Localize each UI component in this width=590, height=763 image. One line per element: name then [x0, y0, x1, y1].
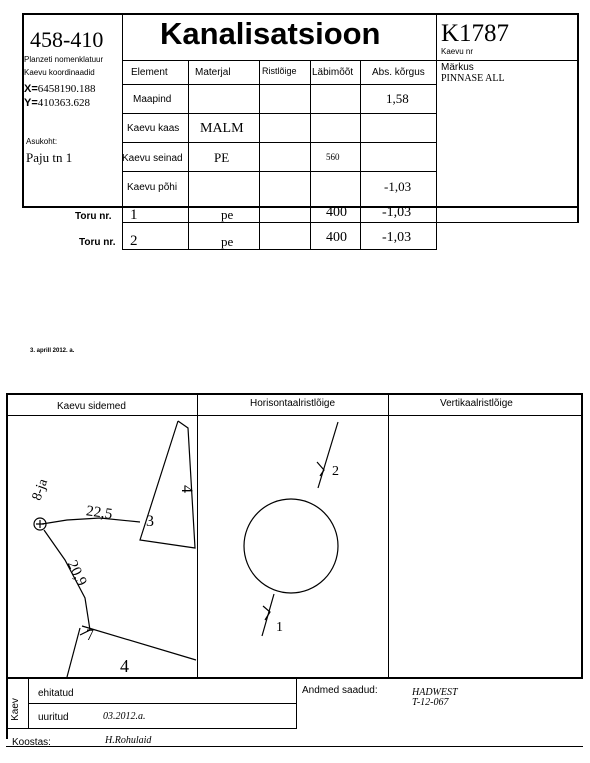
pipe-diameter-2: 400	[326, 230, 347, 245]
section-horizontal: Horisontaalristlõige	[250, 398, 336, 409]
footer-side-label: Kaev	[9, 698, 21, 721]
col-header-remark: Märkus	[441, 62, 474, 73]
sketch-dist-a: 22,5	[85, 503, 114, 523]
coords-label: Kaevu koordinaadid	[24, 68, 95, 77]
pipe-material-2: pe	[221, 234, 234, 249]
sketch-number-4b: 4	[120, 656, 129, 676]
footer-surveyed-value: 03.2012.a.	[103, 711, 146, 722]
sheet-number: 458-410	[30, 27, 104, 52]
row-height-0: 1,58	[386, 91, 409, 106]
pipe-diameter-1: 400	[326, 205, 347, 220]
pipe-arrow-label-2: 2	[332, 464, 339, 479]
pipe-no-2: 2	[130, 233, 138, 249]
pipe-label-2: Toru nr.	[79, 237, 116, 248]
coord-y-value: 410363.628	[37, 97, 91, 109]
location-value: Paju tn 1	[26, 150, 73, 165]
sheet-number-label: Planzeti nomenklatuur	[24, 55, 104, 64]
row-element-0: Maapind	[133, 94, 172, 105]
section-vertical: Vertikaalristlõige	[440, 398, 513, 409]
row-element-2: Kaevu seinad	[122, 153, 183, 164]
well-number-label: Kaevu nr	[441, 47, 474, 56]
col-header-cross: Ristlõige	[262, 66, 297, 76]
col-header-material: Materjal	[195, 67, 231, 78]
pipe-height-1: -1,03	[382, 205, 412, 220]
col-header-height: Abs. kõrgus	[372, 67, 425, 78]
row-height-3: -1,03	[384, 179, 412, 194]
col-header-diameter: Läbimõõt	[312, 67, 354, 78]
pipe-arrow-label-1: 1	[276, 620, 283, 635]
row-material-2: PE	[214, 150, 230, 165]
document-date: 3. aprill 2012. a.	[30, 348, 75, 354]
pipe-no-1: 1	[130, 207, 138, 223]
pipe-label-1: Toru nr.	[75, 211, 112, 222]
row-element-1: Kaevu kaas	[127, 123, 180, 134]
col-header-element: Element	[131, 67, 168, 78]
page-title: Kanalisatsioon	[160, 16, 381, 51]
footer-source-company: HADWEST	[412, 687, 458, 698]
row-material-1: MALM	[200, 121, 244, 136]
sketch-note: 8-ja	[29, 477, 52, 503]
remark-value: PINNASE ALL	[441, 73, 505, 84]
footer-built-label: ehitatud	[38, 688, 74, 699]
sketch-dist-b: 20,9	[63, 557, 90, 589]
footer-surveyed-label: uuritud	[38, 712, 69, 723]
pipe-material-1: pe	[221, 207, 234, 222]
section-connections: Kaevu sidemed	[57, 401, 126, 412]
row-diameter-2: 560	[326, 152, 340, 162]
row-element-3: Kaevu põhi	[127, 182, 178, 193]
well-number: K1787	[441, 20, 510, 47]
footer-source-label: Andmed saadud:	[302, 685, 378, 696]
sketch-number-4a: 4	[178, 485, 195, 493]
footer-author-value: H.Rohulaid	[105, 735, 152, 746]
coord-x-label: X=	[24, 83, 38, 95]
footer-author-label: Koostas:	[12, 737, 51, 748]
coord-x-value: 6458190.188	[37, 83, 96, 95]
location-label: Asukoht:	[26, 137, 58, 146]
sketch-number-3: 3	[146, 513, 154, 530]
sketch-number-7: 7	[86, 627, 94, 644]
pipe-height-2: -1,03	[382, 230, 412, 245]
coord-y-label: Y=	[24, 97, 38, 109]
footer-source-code: T-12-067	[412, 697, 449, 708]
